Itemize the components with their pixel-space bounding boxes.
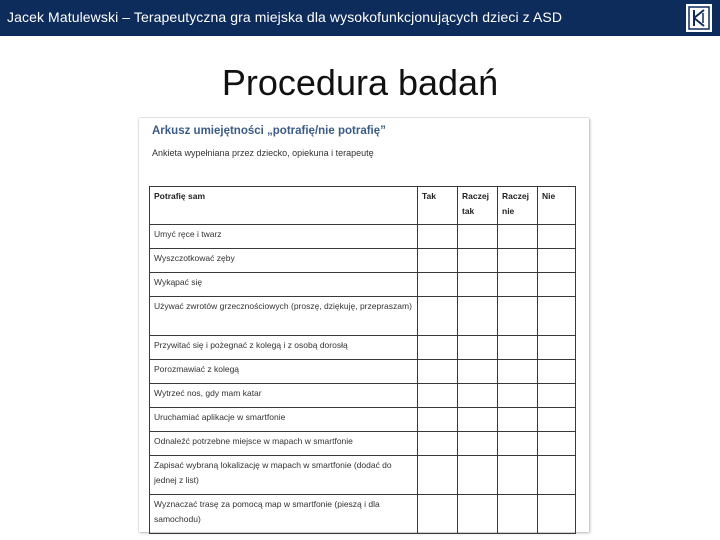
answer-cell-no[interactable] [538, 249, 576, 273]
answer-cell-rather-yes[interactable] [458, 432, 498, 456]
header-title: Jacek Matulewski – Terapeutyczna gra miejska dla wysokofunkcjonujących dzieci z ASD [7, 9, 563, 25]
skill-cell: Uruchamiać aplikacje w smartfonie [150, 408, 418, 432]
answer-cell-yes[interactable] [418, 432, 458, 456]
answer-cell-no[interactable] [538, 336, 576, 360]
skills-table [149, 186, 576, 534]
answer-cell-no[interactable] [538, 432, 576, 456]
table-row [150, 456, 576, 495]
skill-cell: Porozmawiać z kolegą [150, 360, 418, 384]
skill-cell: Wyznaczać trasę za pomocą map w smartfonie (pieszą i dla samochodu) [150, 495, 418, 534]
skill-cell: Zapisać wybraną lokalizację w mapach w smartfonie (dodać do jednej z list) [150, 456, 418, 495]
skill-cell: Używać zwrotów grzecznościowych (proszę, dziękuję, przepraszam) [150, 297, 418, 336]
answer-cell-rather-no[interactable] [498, 432, 538, 456]
answer-cell-rather-no[interactable] [498, 273, 538, 297]
answer-cell-no[interactable] [538, 408, 576, 432]
table-row [150, 360, 576, 384]
university-logo-icon [686, 4, 712, 32]
answer-cell-yes[interactable] [418, 384, 458, 408]
header-bar [0, 0, 720, 36]
answer-cell-rather-no[interactable] [498, 336, 538, 360]
skill-cell: Wyszczotkować zęby [150, 249, 418, 273]
column-header-yes: Tak [418, 187, 458, 225]
column-header-rather-no: Raczej nie [498, 187, 538, 225]
skill-cell: Odnaleźć potrzebne miejsce w mapach w smartfonie [150, 432, 418, 456]
answer-cell-no[interactable] [538, 273, 576, 297]
document-title: Arkusz umiejętności „potrafię/nie potrafię” [152, 125, 386, 137]
skill-cell: Wytrzeć nos, gdy mam katar [150, 384, 418, 408]
table-row [150, 384, 576, 408]
answer-cell-rather-yes[interactable] [458, 273, 498, 297]
answer-cell-rather-yes[interactable] [458, 384, 498, 408]
column-header-rather-yes: Raczej tak [458, 187, 498, 225]
answer-cell-rather-yes[interactable] [458, 456, 498, 495]
table-row [150, 249, 576, 273]
table-row [150, 432, 576, 456]
skill-cell: Wykąpać się [150, 273, 418, 297]
answer-cell-yes[interactable] [418, 273, 458, 297]
skill-cell: Przywitać się i pożegnać z kolegą i z osobą dorosłą [150, 336, 418, 360]
answer-cell-rather-no[interactable] [498, 297, 538, 336]
answer-cell-yes[interactable] [418, 408, 458, 432]
answer-cell-rather-no[interactable] [498, 249, 538, 273]
column-header-no: Nie [538, 187, 576, 225]
answer-cell-rather-no[interactable] [498, 225, 538, 249]
answer-cell-yes[interactable] [418, 456, 458, 495]
answer-cell-no[interactable] [538, 495, 576, 534]
table-row [150, 408, 576, 432]
answer-cell-rather-yes[interactable] [458, 360, 498, 384]
answer-cell-rather-yes[interactable] [458, 297, 498, 336]
answer-cell-no[interactable] [538, 360, 576, 384]
answer-cell-rather-no[interactable] [498, 384, 538, 408]
answer-cell-yes[interactable] [418, 297, 458, 336]
answer-cell-rather-yes[interactable] [458, 408, 498, 432]
column-header-skill: Potrafię sam [150, 187, 418, 225]
table-row [150, 273, 576, 297]
slide-title: Procedura badań [221, 62, 499, 103]
questionnaire-document [139, 118, 589, 532]
answer-cell-rather-yes[interactable] [458, 225, 498, 249]
table-header-row [150, 187, 576, 225]
answer-cell-no[interactable] [538, 225, 576, 249]
table-row [150, 336, 576, 360]
answer-cell-yes[interactable] [418, 360, 458, 384]
answer-cell-rather-no[interactable] [498, 360, 538, 384]
table-row [150, 297, 576, 336]
document-subtitle: Ankieta wypełniana przez dziecko, opiekuna i terapeutę [152, 148, 374, 158]
answer-cell-rather-no[interactable] [498, 495, 538, 534]
answer-cell-yes[interactable] [418, 249, 458, 273]
table-row [150, 225, 576, 249]
answer-cell-rather-no[interactable] [498, 456, 538, 495]
skill-cell: Umyć ręce i twarz [150, 225, 418, 249]
answer-cell-rather-no[interactable] [498, 408, 538, 432]
answer-cell-no[interactable] [538, 297, 576, 336]
answer-cell-yes[interactable] [418, 336, 458, 360]
answer-cell-rather-yes[interactable] [458, 249, 498, 273]
table-row [150, 495, 576, 534]
answer-cell-no[interactable] [538, 456, 576, 495]
answer-cell-rather-yes[interactable] [458, 336, 498, 360]
answer-cell-yes[interactable] [418, 225, 458, 249]
answer-cell-no[interactable] [538, 384, 576, 408]
answer-cell-rather-yes[interactable] [458, 495, 498, 534]
answer-cell-yes[interactable] [418, 495, 458, 534]
